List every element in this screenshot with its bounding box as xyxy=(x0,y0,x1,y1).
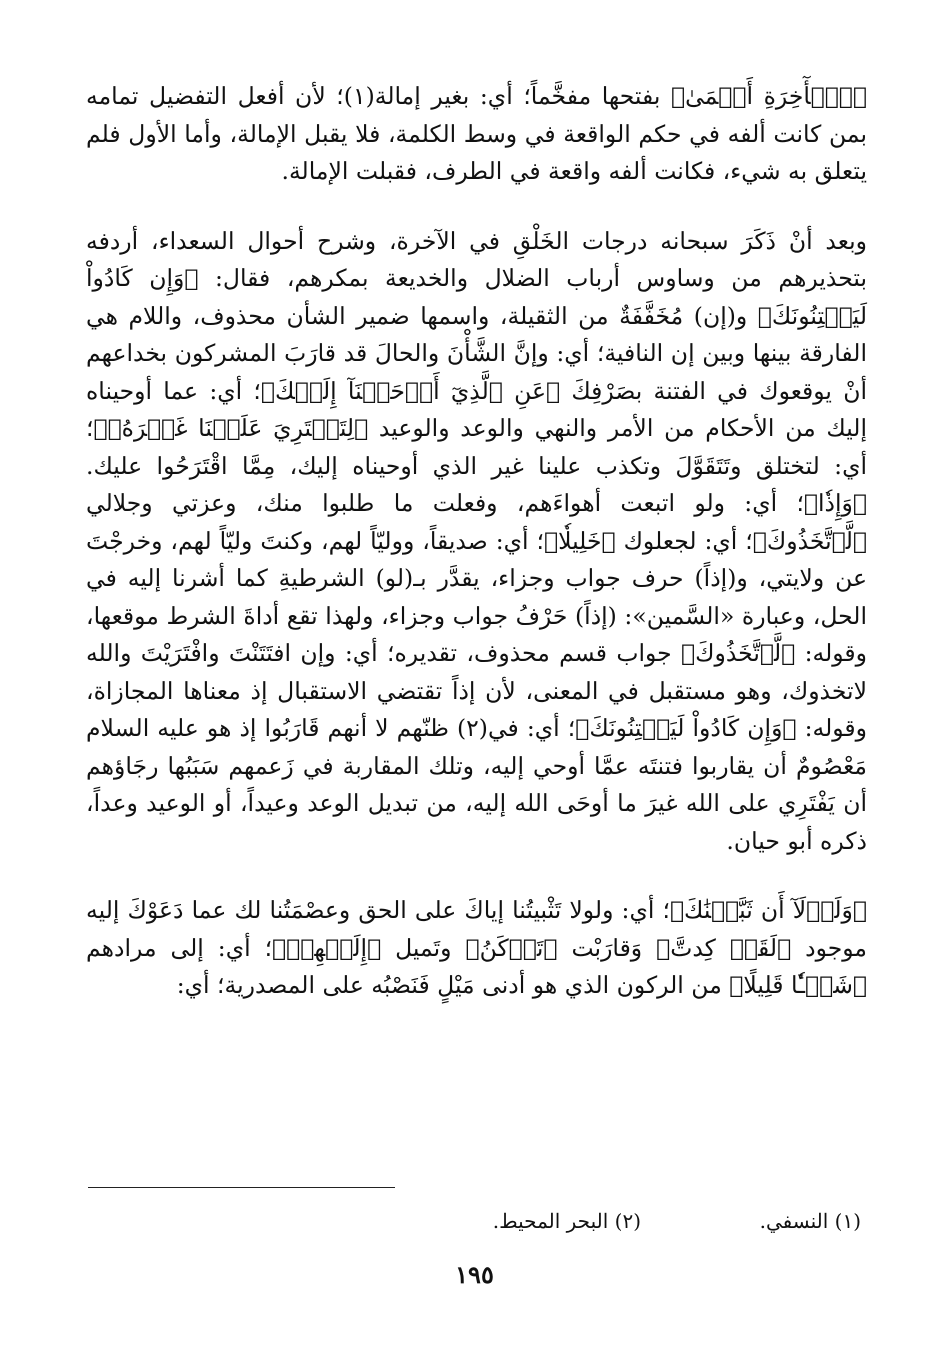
paragraph-2: وبعد أنْ ذَكَرَ سبحانه درجات الخَلْقِ في الآخرة، وشرح أحوال السعداء، أردفه بتحذيرهم من وساوس أرباب الضلال والخديعة بمكرهم، فقال: ﴿وَإِن كَادُواْ لَيَفۡتِنُونَكَ﴾ و(إن) مُخَفَّفَةٌ من الثقيلة، واسمها ضمير الشأن محذوف، واللام هي الفارقة بينها وبين إن النافية؛ أي: وإنَّ الشَّأْنَ والحالَ قد قارَبَ المشركون بخداعهم أنْ يوقعوك في الفتنة بصَرْفِكَ ﴿عَنِ ٱلَّذِيٓ أَوۡحَيۡنَآ إِلَيۡكَ﴾؛ أي: عما أوحيناه إليك من الأحكام من الأمر والنهي والوعد والوعيد ﴿لِتَفۡتَرِيَ عَلَيۡنَا غَيۡرَهُۥ﴾؛ أي: لتختلق وتَتَقَوَّلَ وتكذب علينا غير الذي أوحيناه إليك، مِمَّا اقْتَرَحُوا عليك. ﴿وَإِذٗا﴾؛ أي: ولو اتبعت أهواءَهم، وفعلت ما طلبوا منك، وعزتي وجلالي ﴿لَّٱتَّخَذُوكَ﴾؛ أي: لجعلوك ﴿خَلِيلٗا﴾؛ أي: صديقاً، ووليّاً لهم، وكنتَ وليّاً لهم، وخرجْتَ عن ولايتي، و(إذاً) حرف جواب وجزاء، يقدَّر بـ(لو) الشرطيةِ كما أشرنا إليه في الحل، وعبارة «السَّمين»: (إذاً) حَرْفُ جواب وجزاء، ولهذا تقع أداةَ الشرط موقعها، وقوله: ﴿لَّٱتَّخَذُوكَ﴾ جواب قسم محذوف، تقديره؛ أي: وإن افتَتَنْتَ وافْتَرَيْتَ والله لاتخذوك، وهو مستقبل في المعنى، لأن إذاً تقتضي الاستقبال إذ معناها المجازاة، وقوله: ﴿وَإِن كَادُواْ لَيَفۡتِنُونَكَ﴾؛ أي: في(٢) ظنّهم لا أنهم قَارَبُوا إذ هو عليه السلام مَعْصُومٌ أن يقاربوا فتنتَه عمَّا أوحي إليه، وتلك المقاربة في زَعمهم سَبَبُها رجَاؤهم أن يَفْتَرِي على الله غيرَ ما أوحَى الله إليه، من تبديل الوعد وعيداً، أو الوعيد وعداً، ذكره أبو حيان. xyxy=(86,226,867,855)
paragraph-3: ﴿وَلَوۡلَآ أَن ثَبَّتۡنَٰكَ﴾؛ أي: ولولا تَثْبيتُنا إياكَ على الحق وعصْمَتُنا لك عما دَعَوْكَ إليه موجود ﴿لَقَدۡ كِدتَّ﴾ وَقارَبْت ﴿تَرۡكَنُ﴾ وتَميل ﴿إِلَيۡهِمۡ﴾؛ أي: إلى مرادهم ﴿شَيۡـٔٗا قَلِيلًا﴾ من الركون الذي هو أدنى مَيْلٍ فَنَصْبُه على المصدرية؛ أي: xyxy=(86,896,867,999)
footnote-separator xyxy=(88,1187,395,1188)
footnote-1: (١) النسفي. xyxy=(759,1209,861,1233)
page-number: ١٩٥ xyxy=(455,1260,494,1289)
footnote-2: (٢) البحر المحيط. xyxy=(492,1209,641,1233)
paragraph-1: ﴿ٱلۡأٓخِرَةِ أَعۡمَىٰ﴾ بفتحها مفخَّماً؛ أي: بغير إمالة(١)؛ لأن أفعل التفضيل تمامه بمن كانت ألفه في حكم الواقعة في وسط الكلمة، فلا يقبل الإمالة، وأما الأول فلم يتعلق به شيء، فكانت ألفه واقعة في الطرف، فقبلت الإمالة. xyxy=(86,82,867,185)
main-text xyxy=(86,78,867,1005)
